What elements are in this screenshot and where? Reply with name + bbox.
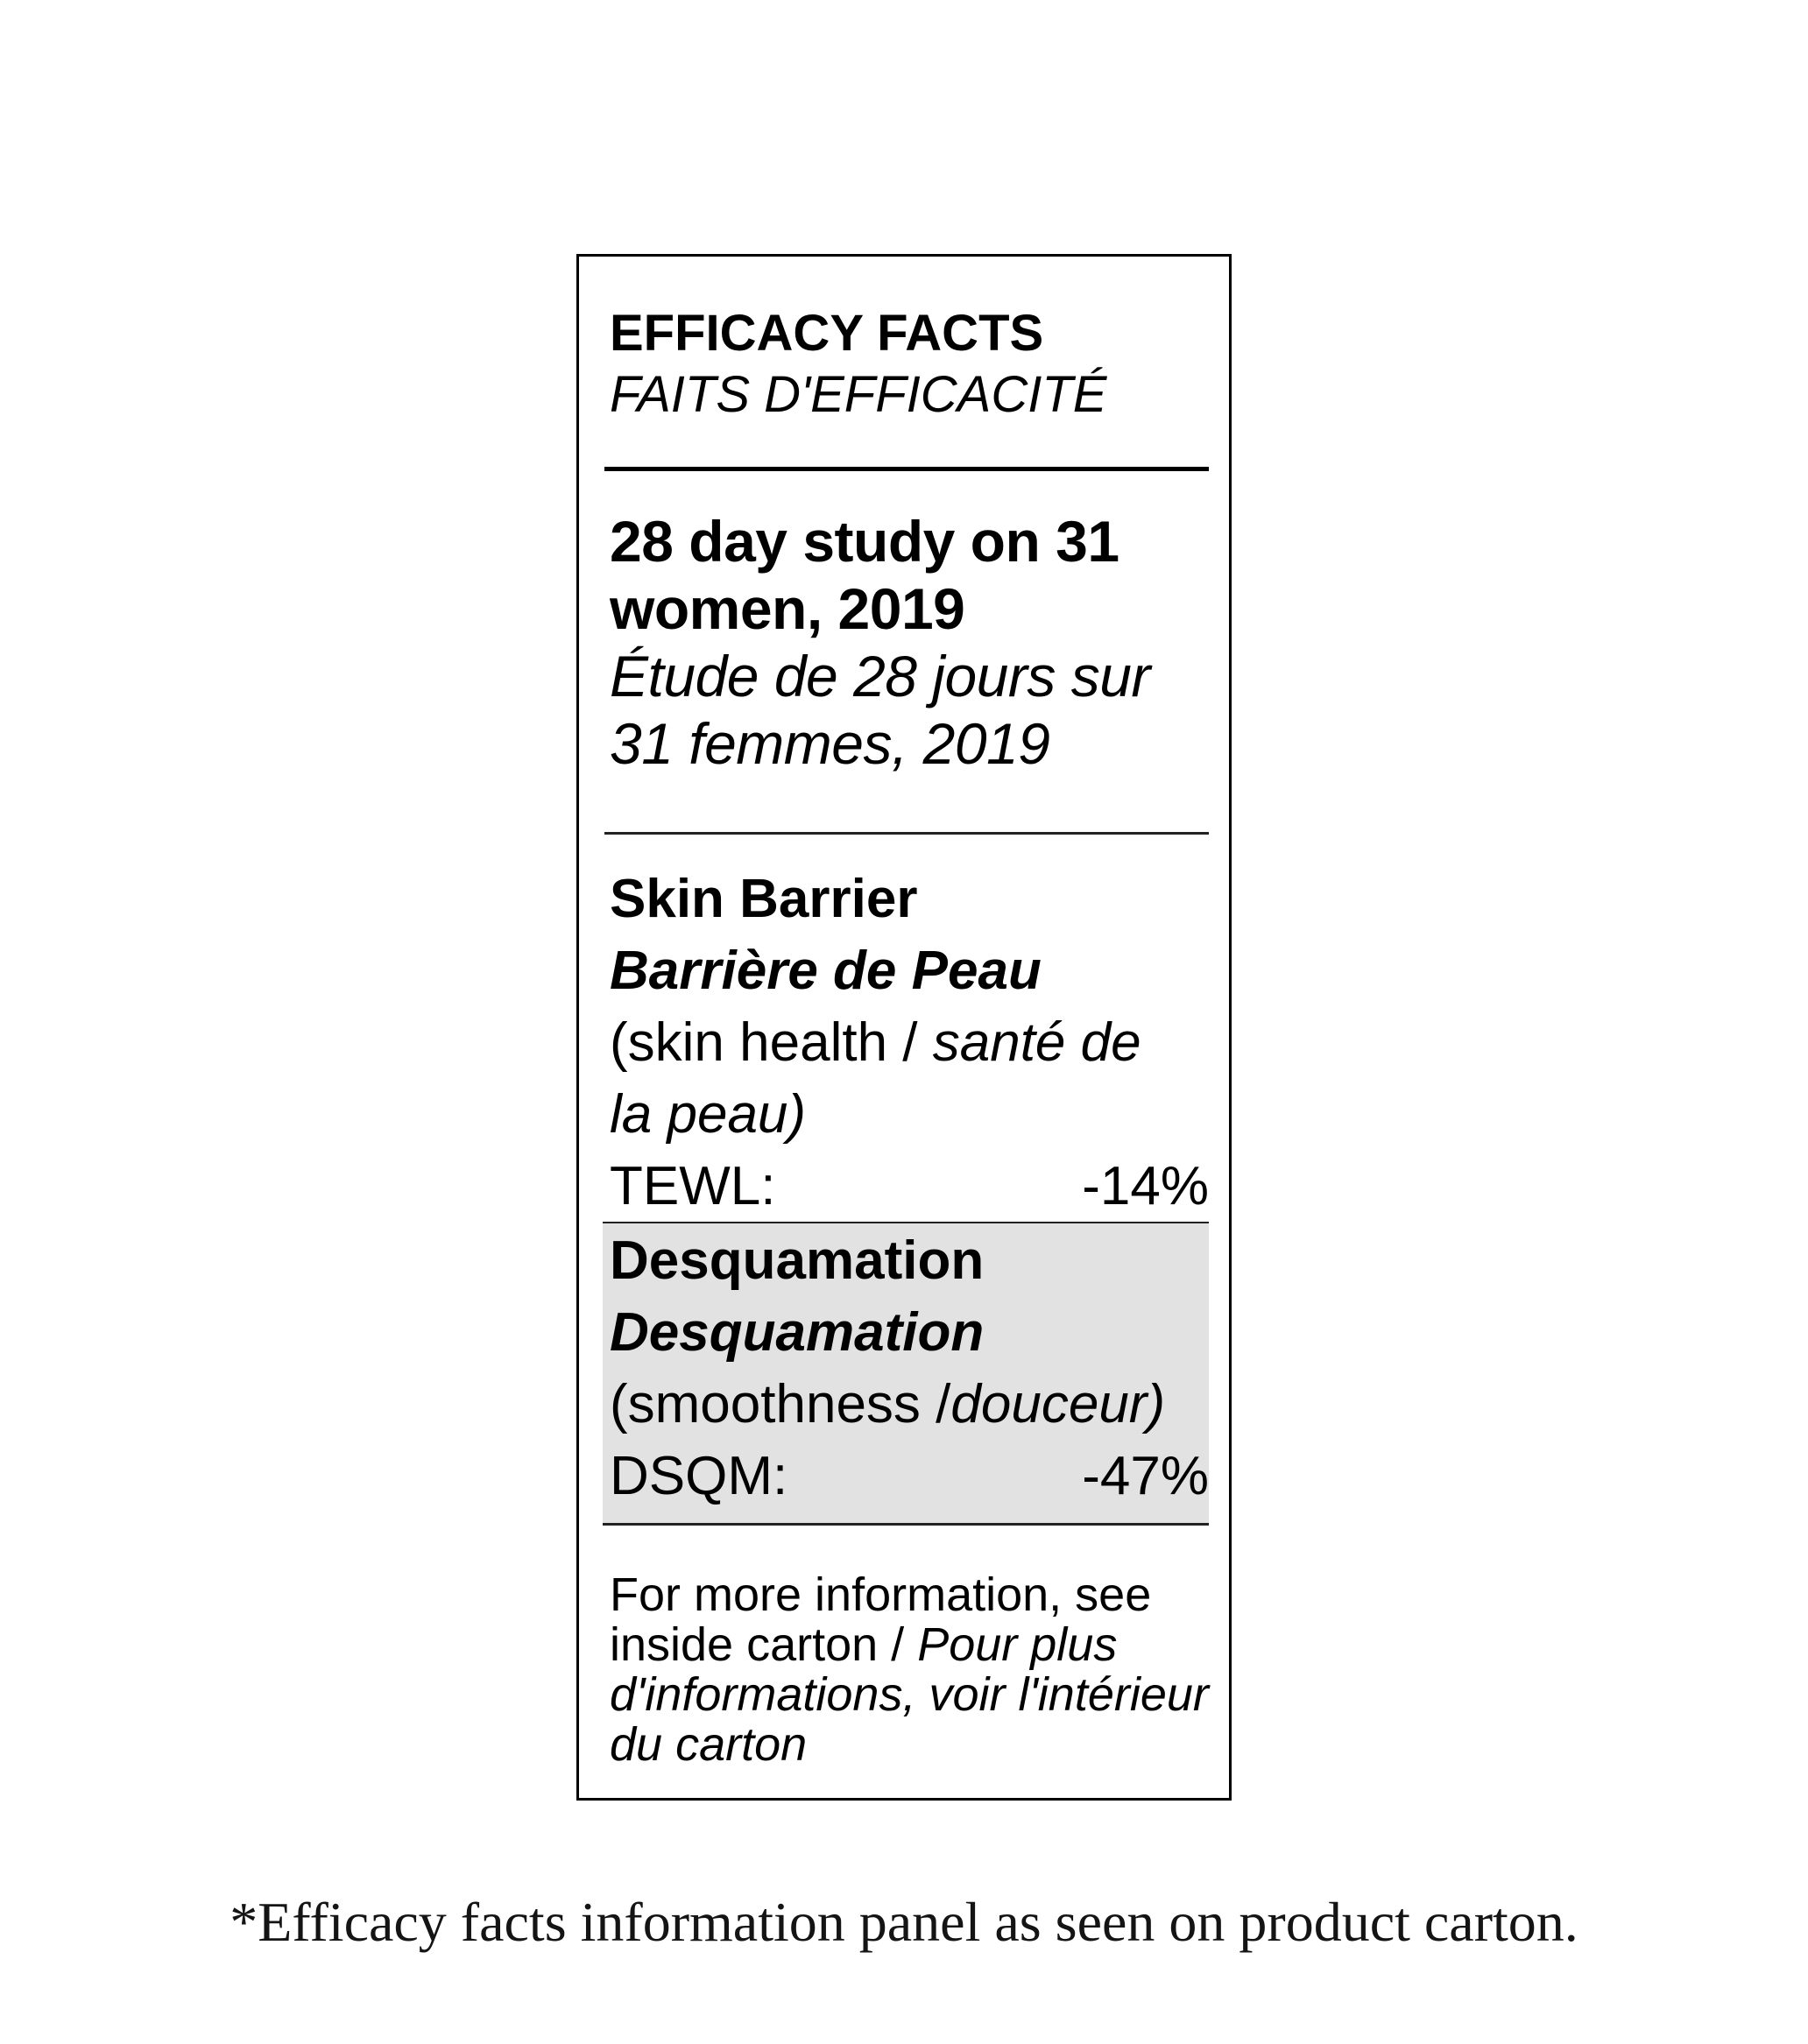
- study-heading-fr-line2: 31 femmes, 2019: [610, 711, 1050, 776]
- desquamation-heading-en: Desquamation: [610, 1230, 985, 1291]
- more-info-line1: For more information, see: [610, 1568, 1152, 1621]
- tewl-row: [610, 1151, 1209, 1223]
- study-heading-fr-line1: Étude de 28 jours sur: [610, 644, 1150, 708]
- desquamation-qualifier-en: (smoothness /: [610, 1374, 951, 1434]
- skin-barrier-qualifier-fr: santé de: [932, 1012, 1141, 1073]
- more-info-line4: du carton: [610, 1718, 808, 1771]
- skin-barrier-qualifier-line2: la peau): [610, 1084, 807, 1145]
- desquamation-heading-fr: Desquamation: [610, 1302, 985, 1363]
- more-info-line2-en: inside carton /: [610, 1618, 918, 1671]
- dsqm-label: DSQM:: [610, 1446, 788, 1506]
- skin-barrier-section: [610, 863, 1209, 1223]
- panel-title-block: [610, 303, 1209, 426]
- efficacy-facts-panel: [576, 254, 1232, 1801]
- study-block: [610, 508, 1209, 778]
- skin-barrier-heading-en: Skin Barrier: [610, 869, 918, 929]
- tewl-value: -14%: [1082, 1156, 1209, 1216]
- image-caption: *Efficacy facts information panel as seen on product carton.: [230, 1891, 1578, 1953]
- desquamation-section: [610, 1225, 1209, 1512]
- study-heading-en-line1: 28 day study on 31: [610, 509, 1119, 574]
- desquamation-highlight-box: [603, 1222, 1209, 1526]
- panel-title-en: EFFICACY FACTS: [610, 305, 1044, 362]
- divider-thick: [604, 467, 1209, 471]
- desquamation-qualifier-fr: douceur): [950, 1374, 1166, 1434]
- more-info-line2: [610, 1620, 1209, 1670]
- panel-title-fr: FAITS D'EFFICACITÉ: [610, 366, 1107, 423]
- more-info-line3: d'informations, voir l'intérieur: [610, 1668, 1209, 1721]
- study-heading-en-line2: women, 2019: [610, 576, 965, 641]
- dsqm-value: -47%: [1082, 1446, 1209, 1506]
- more-info-line2-fr: Pour plus: [917, 1618, 1118, 1671]
- skin-barrier-qualifier-line1: [610, 1007, 1209, 1079]
- tewl-label: TEWL:: [610, 1156, 776, 1216]
- skin-barrier-heading-fr: Barrière de Peau: [610, 941, 1042, 1001]
- skin-barrier-qualifier-en: (skin health /: [610, 1012, 933, 1073]
- more-info-note: [610, 1570, 1209, 1770]
- dsqm-row: [610, 1441, 1209, 1512]
- divider-thin: [604, 832, 1209, 835]
- desquamation-qualifier-line: [610, 1369, 1209, 1441]
